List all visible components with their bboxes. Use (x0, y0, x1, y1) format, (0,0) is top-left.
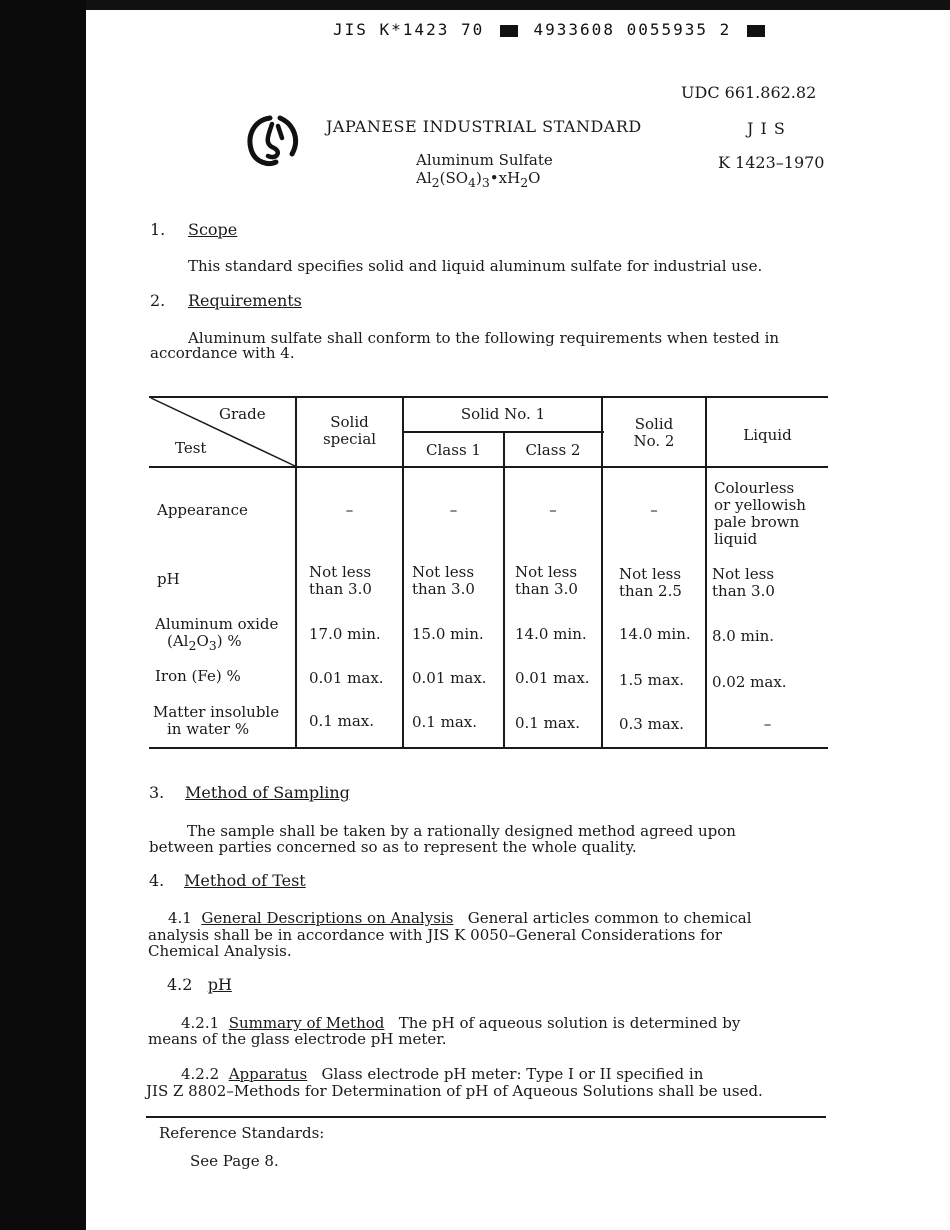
section-4-1-line-1: 4.1 General Descriptions on Analysis General articles common to chemical (168, 909, 752, 927)
section-2-title: Requirements (188, 291, 302, 310)
table-cell: 8.0 min. (712, 627, 775, 645)
section-2-number: 2. (150, 291, 166, 310)
table-cell: – (449, 501, 458, 519)
section-1-text: This standard specifies solid and liquid aluminum sulfate for industrial use. (188, 257, 763, 275)
table-cell: – (650, 501, 658, 519)
col-liquid: Liquid (743, 426, 792, 444)
table-cell: Not less than 3.0 (309, 563, 372, 598)
section-4-1-line-2: analysis shall be in accordance with JIS K 0050–General Considerations for (148, 926, 722, 944)
section-3-number: 3. (149, 783, 165, 802)
table-cell: – (549, 501, 557, 519)
table-cell: Not less than 3.0 (515, 563, 578, 598)
section-4-2-2-line-1: 4.2.2 Apparatus Glass electrode pH meter: Type I or II specified in (181, 1065, 704, 1083)
section-4-2-1-line-2: means of the glass electrode pH meter. (148, 1030, 447, 1048)
col-class-1: Class 1 (426, 441, 481, 459)
reference-standards-text: See Page 8. (190, 1152, 279, 1170)
table-cell: 15.0 min. (412, 625, 484, 643)
corner-test: Test (175, 439, 207, 457)
section-4-2-2-line-2: JIS Z 8802–Methods for Determination of pH of Aqueous Solutions shall be used. (146, 1082, 763, 1100)
liquid-appearance: Colourless or yellowish pale brown liquid (714, 479, 806, 548)
row-iron-label: Iron (Fe) % (155, 667, 241, 685)
document-title: JAPANESE INDUSTRIAL STANDARD (326, 117, 642, 136)
table-cell: Not less than 3.0 (412, 563, 475, 598)
section-4-title: Method of Test (184, 871, 306, 890)
section-4-2: 4.2 pH (167, 975, 232, 994)
reference-standards-title: Reference Standards: (159, 1124, 325, 1142)
table-cell: 0.01 max. (412, 669, 487, 687)
table-cell: 17.0 min. (309, 625, 381, 643)
footer-rule (146, 1116, 826, 1118)
standard-number: K 1423–1970 (718, 153, 825, 172)
table-cell: 0.1 max. (412, 713, 478, 731)
table-cell: Not less than 2.5 (619, 565, 682, 600)
table-cell: – (763, 715, 772, 733)
section-4-2-1-line-1: 4.2.1 Summary of Method The pH of aqueous solution is determined by (181, 1014, 741, 1032)
table-cell: – (345, 501, 354, 519)
section-1-number: 1. (150, 220, 166, 239)
section-1-title: Scope (188, 220, 238, 239)
table-cell: 0.01 max. (309, 669, 384, 687)
row-appearance-label: Appearance (157, 501, 248, 519)
code-mid: 4933608 0055935 2 (533, 20, 732, 39)
jis-logo (240, 108, 304, 172)
table-cell: 0.3 max. (619, 715, 685, 733)
udc-number: UDC 661.862.82 (681, 83, 817, 102)
section-2-text-2: accordance with 4. (150, 344, 295, 362)
requirements-table (149, 396, 828, 752)
jis-label: J I S (747, 119, 786, 138)
table-cell: 0.02 max. (712, 673, 787, 691)
table-cell: 14.0 min. (515, 625, 587, 643)
table-cell: 0.1 max. (309, 712, 375, 730)
scan-top-edge (86, 0, 950, 10)
jis-logo-icon (240, 108, 304, 172)
block-mark (500, 25, 518, 37)
corner-grade: Grade (219, 405, 266, 423)
row-matter-insoluble-label: Matter insoluble in water % (153, 703, 280, 738)
section-4-number: 4. (149, 871, 165, 890)
subject-name: Aluminum Sulfate (416, 151, 553, 169)
section-4-1-line-3: Chemical Analysis. (148, 942, 292, 960)
table-cell: 0.01 max. (515, 669, 590, 687)
table-cell: 0.1 max. (515, 714, 581, 732)
section-3-text-1: The sample shall be taken by a rationally designed method agreed upon (187, 822, 736, 840)
col-class-2: Class 2 (525, 441, 581, 459)
section-3-title: Method of Sampling (185, 783, 350, 802)
table-cell: Not less than 3.0 (712, 565, 775, 600)
block-mark (747, 25, 765, 37)
document-code-line (333, 20, 769, 39)
col-solid-special: Solid special (322, 413, 377, 448)
row-ph-label: pH (157, 570, 180, 588)
subject-formula: $Al_2(SO_4)_3•xH_2O$ (416, 169, 541, 190)
code-left: JIS K*1423 70 (333, 20, 485, 39)
section-3-text-2: between parties concerned so as to represent the whole quality. (149, 838, 637, 856)
col-solid-no2: Solid No. 2 (633, 415, 675, 450)
row-aluminum-oxide-label: Aluminum oxide $(Al_2O_3)$ % (155, 615, 279, 653)
col-solid-no1: Solid No. 1 (460, 405, 546, 423)
table-cell: 14.0 min. (619, 625, 691, 643)
scan-left-margin (0, 0, 86, 1230)
table-cell: 1.5 max. (619, 671, 685, 689)
section-2-text-1: Aluminum sulfate shall conform to the following requirements when tested in (188, 329, 780, 347)
